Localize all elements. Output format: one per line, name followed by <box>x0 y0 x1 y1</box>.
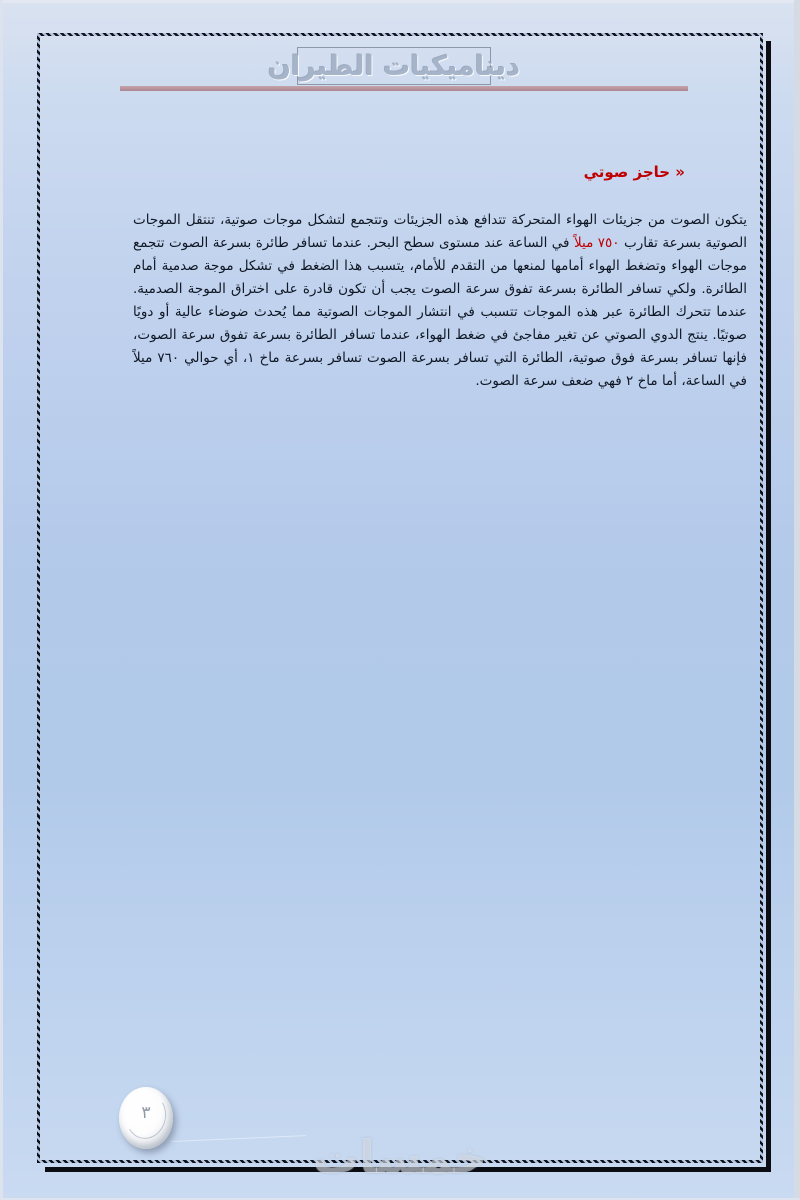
body-paragraph <box>133 209 747 393</box>
highlighted-speed-value: ٧٥٠ ميلاً <box>573 234 620 251</box>
document-border-frame <box>37 33 763 1163</box>
paragraph-text-part2: في الساعة عند مستوى سطح البحر. عندما تسافر طائرة بسرعة الصوت تتجمع موجات الهواء وتضغط الهواء أمامها لمنعها من التقدم للأمام، يتسبب هذا الضغط في تشكل موجة صدمية أمام الطائرة. ولكي تسافر الطائرة بسرعة تفوق سرعة الصوت يجب أن تكون قادرة على اختراق الموجة الصدمية. عندما تتحرك الطائرة عبر هذه الموجات تتسبب في انتشار الموجات الصوتية مما يُحدث ضوضاء عالية أو دويًا صوتيًا. ينتج الدوي الصوتي عن تغير مفاجئ في ضغط الهواء، عندما تسافر الطائرة بسرعة تفوق سرعة الصوت، فإنها تسافر بسرعة فوق صوتية، الطائرة التي تسافر بسرعة الصوت تسافر بسرعة ماخ ١، أي حوالي ٧٦٠ ميلاً في الساعة، أما ماخ ٢ فهي ضعف سرعة الصوت. <box>133 234 747 389</box>
paragraph-text-part1: يتكون الصوت من جزيئات الهواء المتحركة تتدافع هذه الجزيئات وتتجمع لتشكل موجات صوتية، تنتقل الموجات الصوتية بسرعة تقارب <box>133 211 747 251</box>
title-box <box>267 47 521 85</box>
khamsat-watermark: خمسات <box>312 1130 488 1184</box>
page-edge-right <box>794 0 800 1200</box>
page-edge-left <box>0 0 3 1200</box>
page-title: ديناميكيات الطيران <box>267 50 521 82</box>
section-heading: « حاجز صوتي <box>583 163 685 181</box>
frame-shadow-right <box>766 41 771 1172</box>
title-underline <box>120 86 688 91</box>
page-edge-top <box>0 0 800 3</box>
page-number: ٣ <box>141 1103 151 1123</box>
